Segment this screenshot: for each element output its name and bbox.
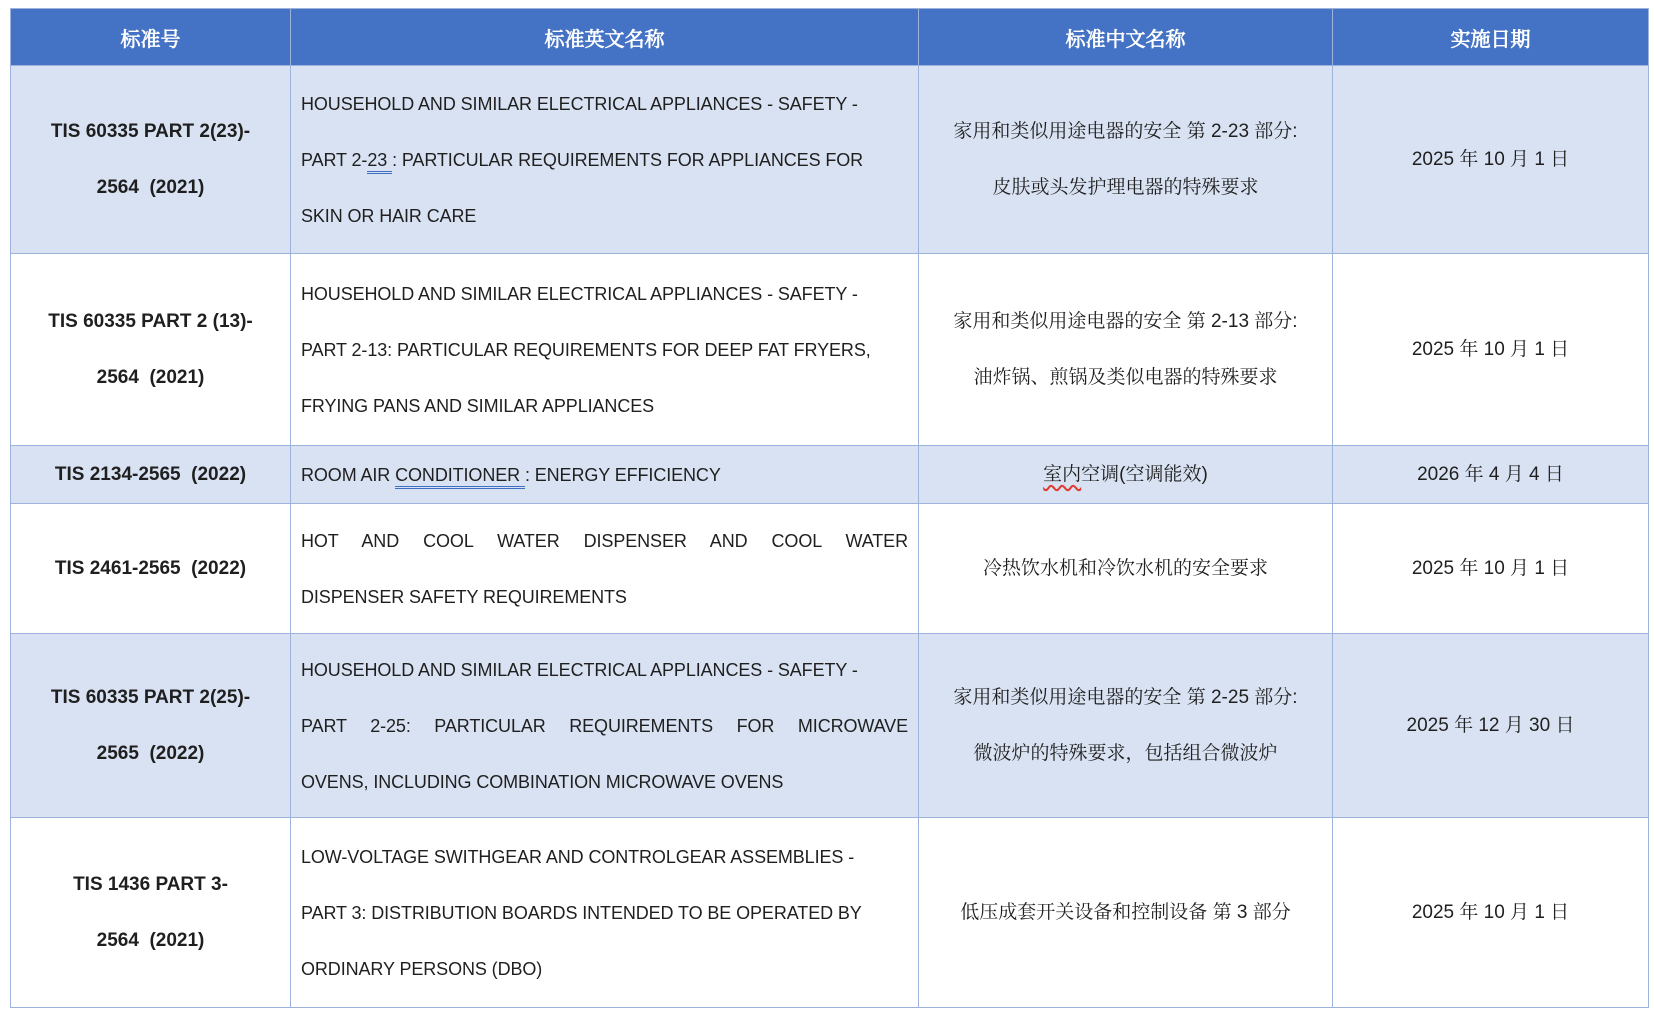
- text-line: [17, 350, 284, 406]
- col-header-standard-no: 标准号: [11, 9, 291, 66]
- text-segment: HOT AND COOL WATER DISPENSER AND COOL WATER: [301, 530, 908, 551]
- implementation-date-cell: [1333, 504, 1649, 634]
- text-line: [17, 857, 284, 913]
- text-line: [301, 698, 908, 754]
- english-name-cell: [291, 254, 919, 446]
- chinese-name-cell: [919, 634, 1333, 818]
- text-segment: TIS 60335 PART 2(25)-: [50, 686, 251, 708]
- text-segment: PART 2-25: PARTICULAR REQUIREMENTS FOR MICROWAVE: [301, 715, 908, 736]
- text-segment: 2025 年 10 月 1 日: [1411, 557, 1570, 579]
- standards-table-body: [11, 66, 1649, 1008]
- implementation-date-cell: [1333, 446, 1649, 504]
- text-line: [301, 447, 908, 503]
- standard-number-cell: [11, 254, 291, 446]
- col-header-english-name: 标准英文名称: [291, 9, 919, 66]
- text-segment: 微波炉的特殊要求，包括组合微波炉: [973, 742, 1278, 764]
- standard-number-cell: [11, 446, 291, 504]
- text-segment: 2025 年 10 月 1 日: [1411, 901, 1570, 923]
- grammar-check-underline: 23: [367, 150, 392, 174]
- text-line: [927, 160, 1324, 216]
- col-header-implementation-date: 实施日期: [1333, 9, 1649, 66]
- text-line: [927, 670, 1324, 726]
- text-segment: TIS 60335 PART 2(23)-: [50, 120, 251, 142]
- standard-number-cell: [11, 504, 291, 634]
- text-line: [927, 885, 1324, 941]
- table-row: [11, 634, 1649, 818]
- text-segment: 2026 年 4 月 4 日: [1417, 463, 1564, 485]
- text-line: [301, 76, 908, 132]
- text-line: [301, 754, 908, 810]
- text-segment: 2025 年 10 月 1 日: [1411, 148, 1570, 170]
- text-line: [301, 941, 908, 997]
- text-segment: 油炸锅、煎锅及类似电器的特殊要求: [973, 366, 1278, 388]
- implementation-date-cell: [1333, 254, 1649, 446]
- text-line: [17, 447, 284, 503]
- text-segment: ROOM AIR: [301, 464, 396, 485]
- chinese-name-cell: [919, 818, 1333, 1008]
- chinese-name-cell: [919, 446, 1333, 504]
- text-segment: PART 3: DISTRIBUTION BOARDS INTENDED TO BE OPERATED BY: [301, 902, 862, 923]
- text-line: [301, 569, 908, 625]
- text-segment: 2025 年 10 月 1 日: [1411, 338, 1570, 360]
- col-header-chinese-name: 标准中文名称: [919, 9, 1333, 66]
- text-segment: 2025 年 12 月 30 日: [1406, 714, 1575, 736]
- text-segment: OVENS, INCLUDING COMBINATION MICROWAVE OVENS: [301, 771, 784, 792]
- standard-number-cell: [11, 818, 291, 1008]
- text-segment: HOUSEHOLD AND SIMILAR ELECTRICAL APPLIANCES - SAFETY -: [301, 659, 858, 680]
- spell-check-underline: 室内: [1043, 463, 1082, 485]
- table-row: [11, 818, 1649, 1008]
- standard-number-cell: [11, 66, 291, 254]
- text-line: [17, 726, 284, 782]
- text-segment: TIS 2461-2565 (2022): [54, 557, 247, 579]
- english-name-cell: [291, 66, 919, 254]
- text-segment: ORDINARY PERSONS (DBO): [301, 958, 543, 979]
- grammar-check-underline: CONDITIONER: [395, 465, 525, 489]
- text-segment: : ENERGY EFFICIENCY: [524, 464, 721, 485]
- text-segment: 空调(空调能效): [1081, 463, 1208, 485]
- english-name-cell: [291, 818, 919, 1008]
- text-line: [301, 266, 908, 322]
- text-segment: 2564 (2021): [96, 929, 205, 951]
- text-segment: FRYING PANS AND SIMILAR APPLIANCES: [301, 395, 655, 416]
- chinese-name-cell: [919, 254, 1333, 446]
- text-line: [927, 541, 1324, 597]
- text-segment: 2565 (2022): [96, 742, 205, 764]
- text-line: [1339, 698, 1642, 754]
- text-segment: 家用和类似用途电器的安全 第 2-13 部分:: [953, 310, 1298, 332]
- text-line: [1339, 447, 1642, 503]
- text-line: [1339, 132, 1642, 188]
- text-line: [927, 104, 1324, 160]
- text-segment: 家用和类似用途电器的安全 第 2-25 部分:: [953, 686, 1298, 708]
- implementation-date-cell: [1333, 66, 1649, 254]
- text-line: [301, 132, 908, 188]
- text-line: [301, 885, 908, 941]
- text-line: [1339, 541, 1642, 597]
- text-segment: LOW-VOLTAGE SWITHGEAR AND CONTROLGEAR ASSEMBLIES -: [301, 846, 855, 867]
- text-line: [301, 642, 908, 698]
- text-line: [17, 670, 284, 726]
- chinese-name-cell: [919, 66, 1333, 254]
- text-segment: TIS 1436 PART 3-: [73, 873, 228, 895]
- text-line: [1339, 322, 1642, 378]
- text-segment: HOUSEHOLD AND SIMILAR ELECTRICAL APPLIANCES - SAFETY -: [301, 93, 858, 114]
- header-row: [11, 9, 1649, 66]
- text-segment: 2564 (2021): [96, 176, 205, 198]
- text-line: [301, 513, 908, 569]
- text-line: [927, 294, 1324, 350]
- text-segment: 2564 (2021): [96, 366, 205, 388]
- text-line: [301, 829, 908, 885]
- text-line: [301, 188, 908, 244]
- text-line: [17, 541, 284, 597]
- text-segment: 冷热饮水机和冷饮水机的安全要求: [982, 557, 1268, 579]
- text-segment: PART 2-: [301, 149, 368, 170]
- table-row: [11, 446, 1649, 504]
- text-line: [927, 726, 1324, 782]
- chinese-name-cell: [919, 504, 1333, 634]
- text-segment: TIS 2134-2565 (2022): [54, 463, 247, 485]
- text-line: [17, 160, 284, 216]
- text-line: [301, 378, 908, 434]
- text-line: [927, 447, 1324, 503]
- text-line: [17, 294, 284, 350]
- english-name-cell: [291, 446, 919, 504]
- standards-table: [10, 8, 1649, 1008]
- text-segment: DISPENSER SAFETY REQUIREMENTS: [301, 586, 627, 607]
- table-row: [11, 254, 1649, 446]
- text-line: [1339, 885, 1642, 941]
- english-name-cell: [291, 634, 919, 818]
- table-row: [11, 66, 1649, 254]
- table-row: [11, 504, 1649, 634]
- text-segment: 家用和类似用途电器的安全 第 2-23 部分:: [953, 120, 1298, 142]
- text-segment: : PARTICULAR REQUIREMENTS FOR APPLIANCES FOR: [392, 149, 864, 170]
- text-line: [927, 350, 1324, 406]
- text-segment: 低压成套开关设备和控制设备 第 3 部分: [960, 901, 1291, 923]
- text-segment: TIS 60335 PART 2 (13)-: [48, 310, 253, 332]
- text-line: [301, 322, 908, 378]
- text-segment: HOUSEHOLD AND SIMILAR ELECTRICAL APPLIANCES - SAFETY -: [301, 283, 858, 304]
- text-segment: 皮肤或头发护理电器的特殊要求: [992, 176, 1259, 198]
- english-name-cell: [291, 504, 919, 634]
- text-line: [17, 104, 284, 160]
- text-segment: PART 2-13: PARTICULAR REQUIREMENTS FOR DEEP FAT FRYERS,: [301, 339, 871, 360]
- standards-table-header: [11, 9, 1649, 66]
- implementation-date-cell: [1333, 818, 1649, 1008]
- implementation-date-cell: [1333, 634, 1649, 818]
- standard-number-cell: [11, 634, 291, 818]
- text-line: [17, 913, 284, 969]
- text-segment: SKIN OR HAIR CARE: [301, 205, 477, 226]
